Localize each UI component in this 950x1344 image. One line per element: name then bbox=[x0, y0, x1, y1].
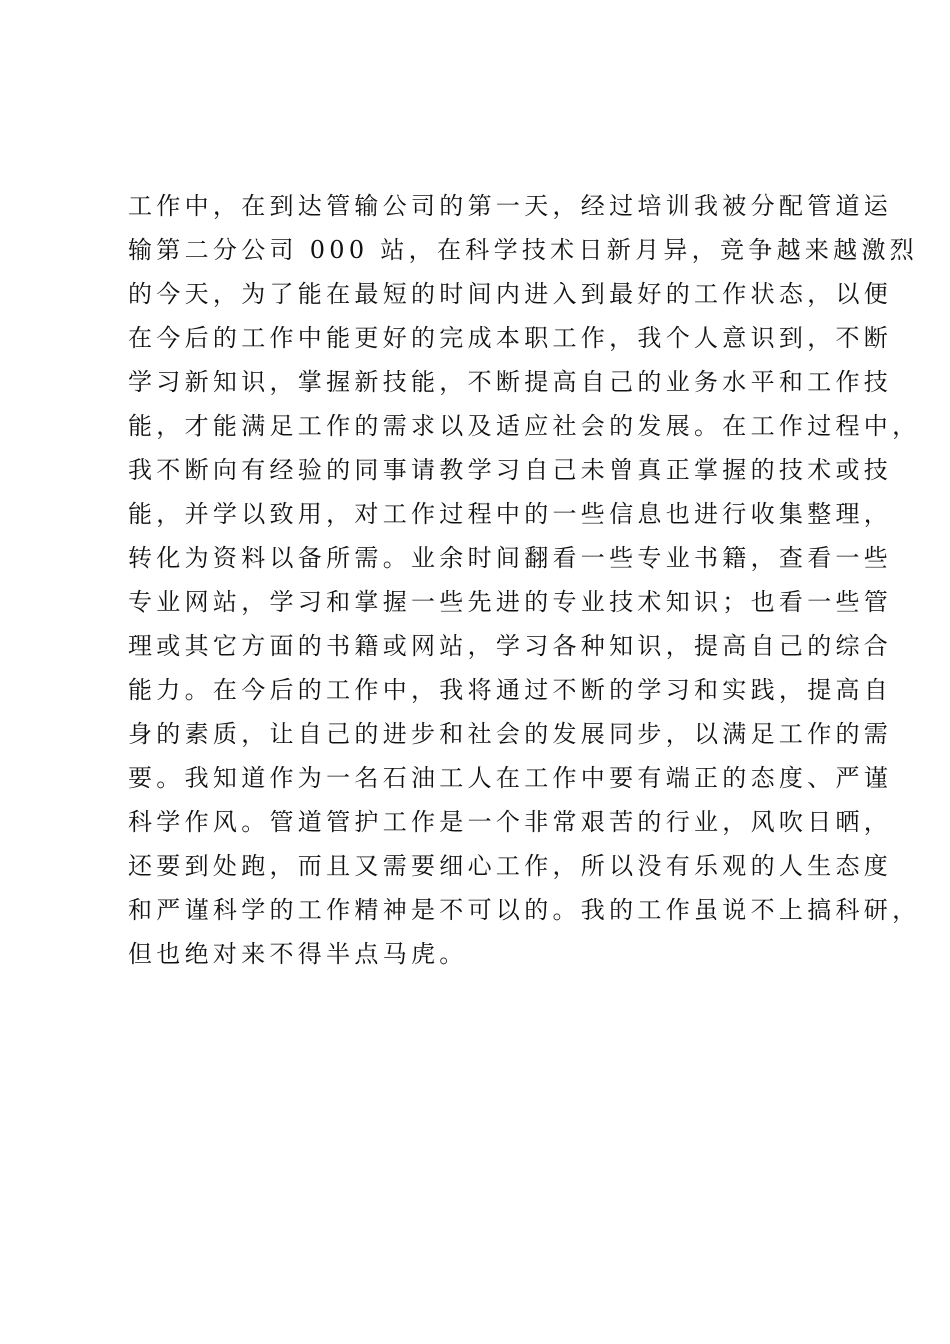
paragraph-line: 学习新知识，掌握新技能，不断提高自己的业务水平和工作技 bbox=[128, 368, 893, 396]
paragraph-line: 专业网站，学习和掌握一些先进的专业技术知识；也看一些管 bbox=[128, 588, 893, 616]
paragraph-line: 输第二分公司 000 站，在科学技术日新月异，竞争越来越激烈 bbox=[128, 236, 919, 264]
paragraph-line: 要。我知道作为一名石油工人在工作中要有端正的态度、严谨 bbox=[128, 764, 893, 792]
paragraph-line: 的今天，为了能在最短的时间内进入到最好的工作状态，以便 bbox=[128, 280, 893, 308]
paragraph-line: 能，才能满足工作的需求以及适应社会的发展。在工作过程中， bbox=[128, 412, 921, 440]
body-paragraph bbox=[128, 184, 921, 976]
paragraph-line: 和严谨科学的工作精神是不可以的。我的工作虽说不上搞科研， bbox=[128, 896, 921, 924]
paragraph-line: 能，并学以致用，对工作过程中的一些信息也进行收集整理， bbox=[128, 500, 893, 528]
paragraph-line: 还要到处跑，而且又需要细心工作，所以没有乐观的人生态度 bbox=[128, 852, 893, 880]
paragraph-line: 科学作风。管道管护工作是一个非常艰苦的行业，风吹日晒， bbox=[128, 808, 893, 836]
paragraph-line: 身的素质，让自己的进步和社会的发展同步，以满足工作的需 bbox=[128, 720, 893, 748]
paragraph-line: 能力。在今后的工作中，我将通过不断的学习和实践，提高自 bbox=[128, 676, 893, 704]
paragraph-line: 在今后的工作中能更好的完成本职工作，我个人意识到，不断 bbox=[128, 324, 893, 352]
paragraph-line: 转化为资料以备所需。业余时间翻看一些专业书籍，查看一些 bbox=[128, 544, 893, 572]
paragraph-line: 我不断向有经验的同事请教学习自己未曾真正掌握的技术或技 bbox=[128, 456, 893, 484]
paragraph-line: 工作中，在到达管输公司的第一天，经过培训我被分配管道运 bbox=[128, 192, 893, 220]
paragraph-line: 理或其它方面的书籍或网站，学习各种知识，提高自己的综合 bbox=[128, 632, 893, 660]
paragraph-line: 但也绝对来不得半点马虎。 bbox=[128, 940, 468, 968]
